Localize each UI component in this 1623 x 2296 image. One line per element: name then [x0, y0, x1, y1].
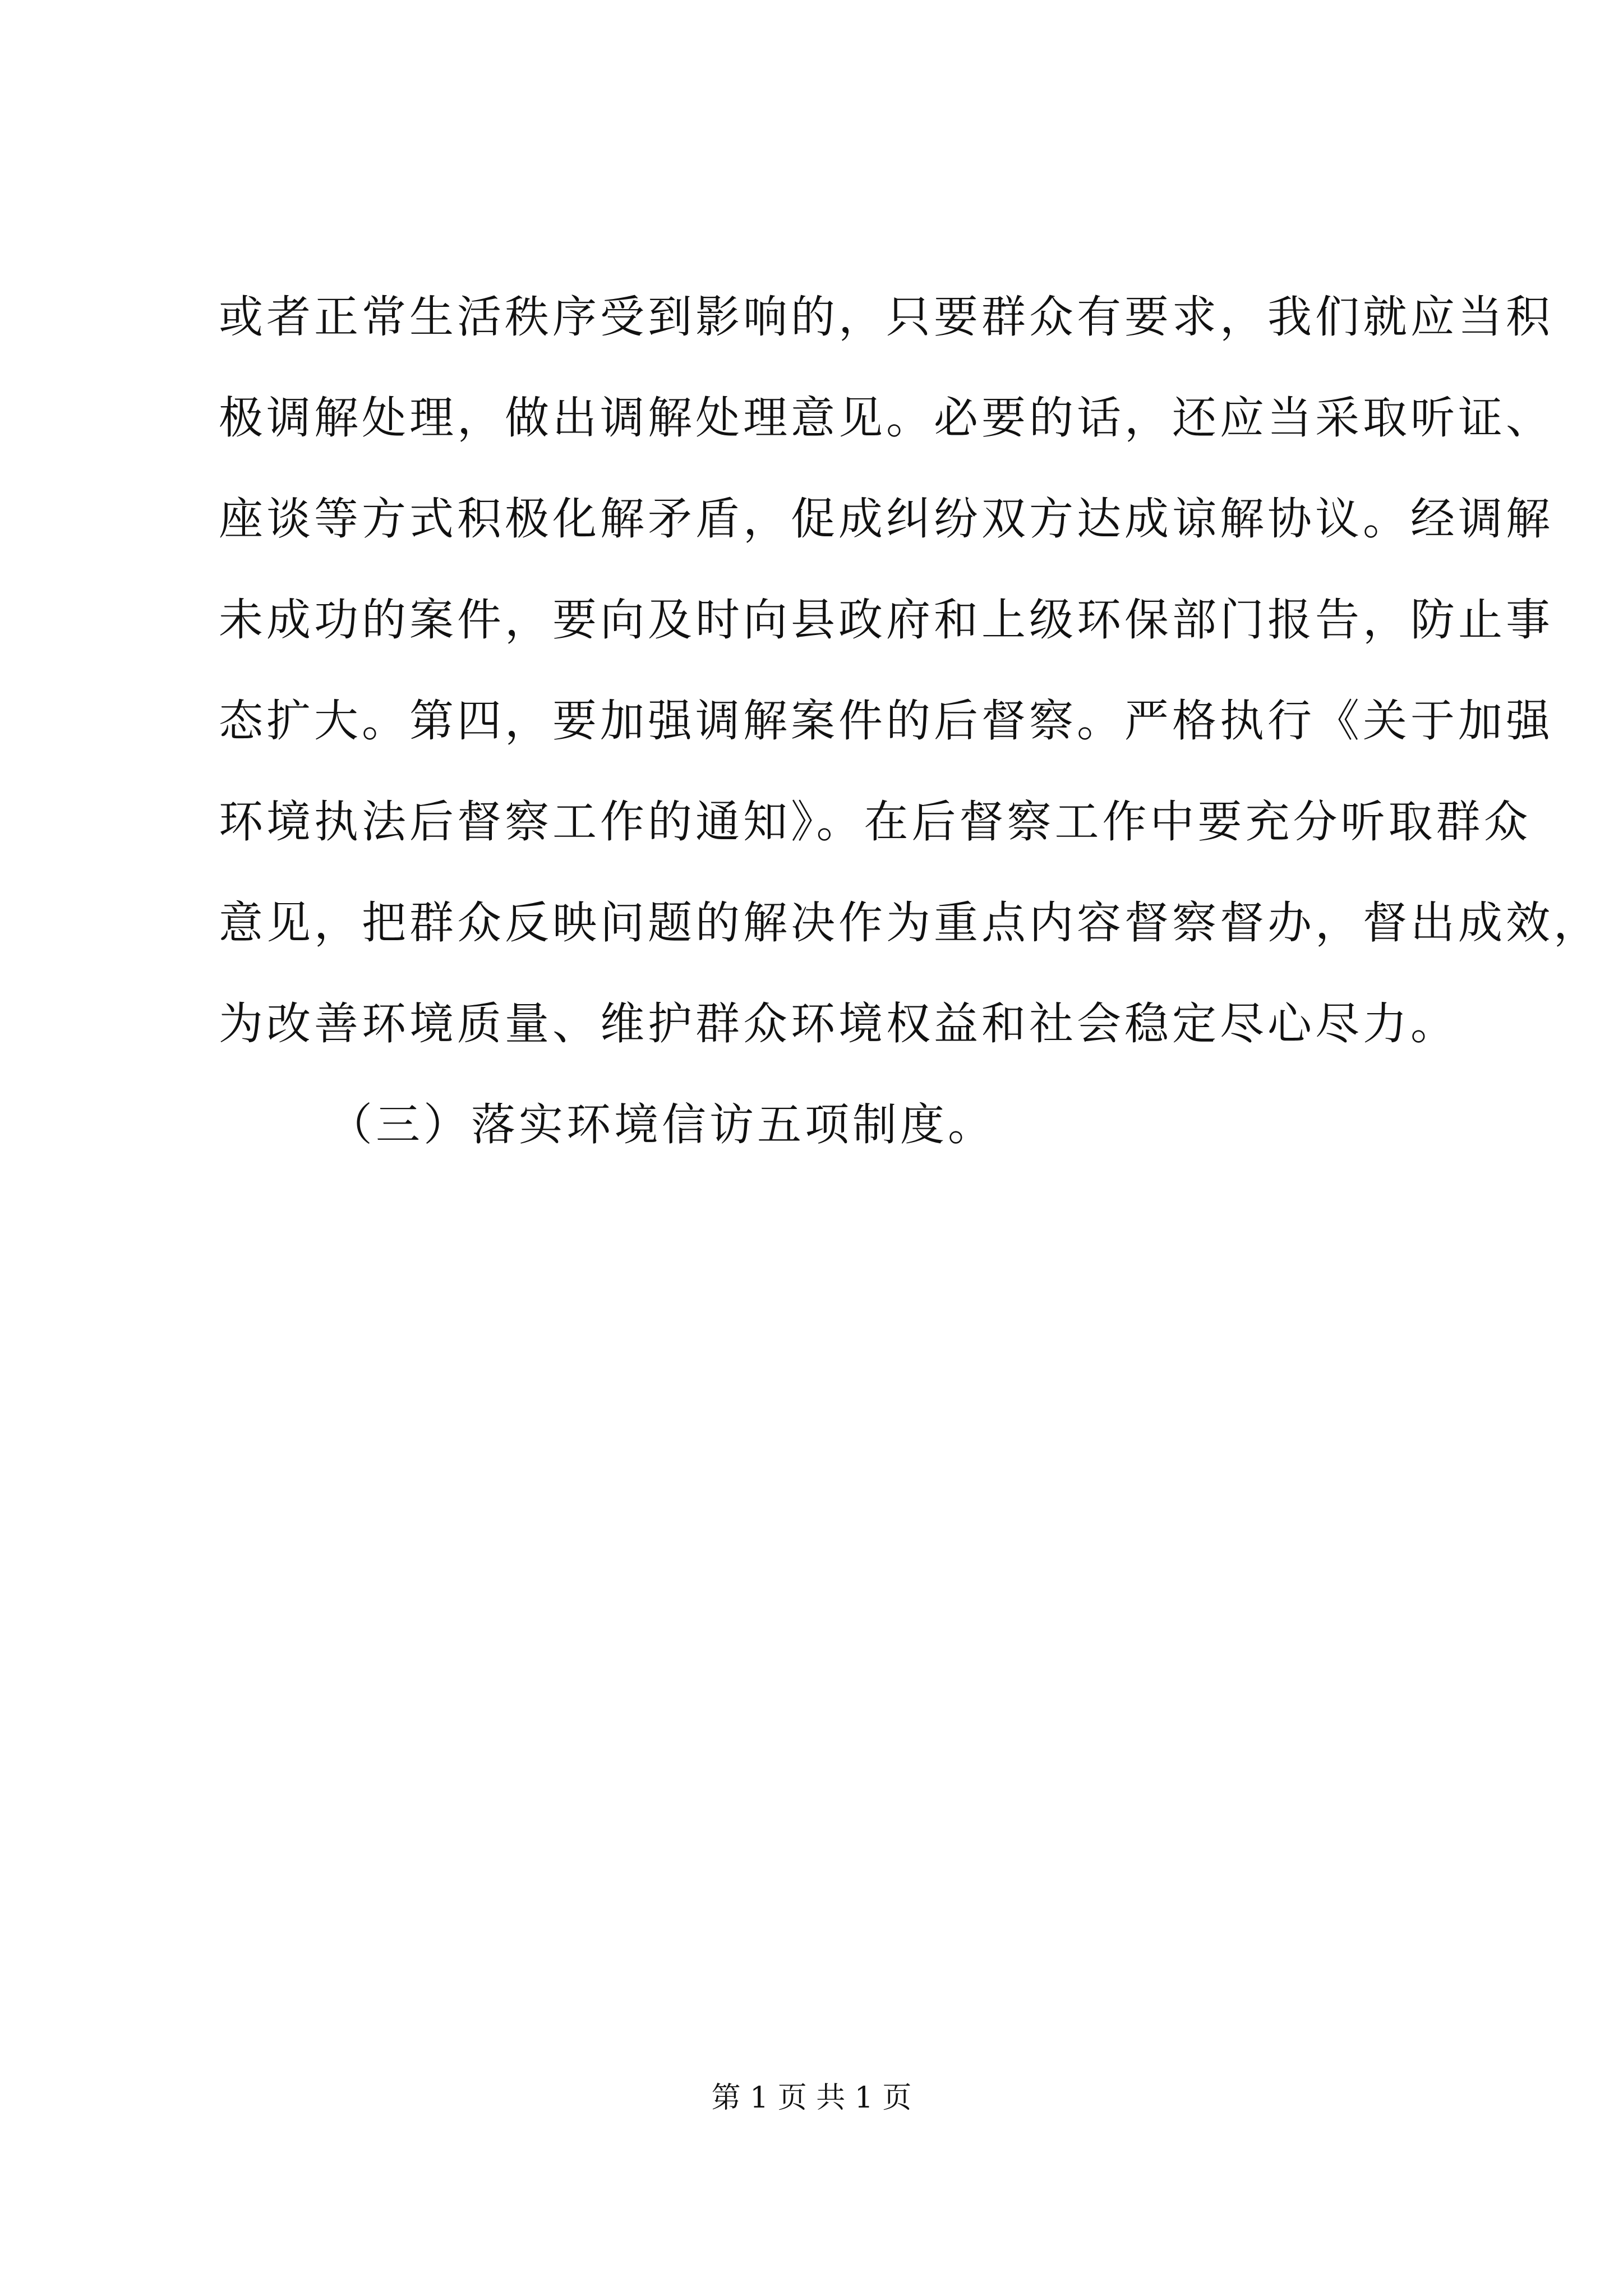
document-body — [219, 266, 1601, 1175]
paragraph-line-3: 座谈等方式积极化解矛盾，促成纠纷双方达成谅解协议。经调解 — [219, 493, 1553, 545]
paragraph-line-5: 态扩大。第四，要加强调解案件的后督察。严格执行《关于加强 — [219, 695, 1553, 747]
paragraph-line-2: 极调解处理，做出调解处理意见。必要的话，还应当采取听证、 — [219, 392, 1553, 444]
section-heading: （三）落实环境信访五项制度。 — [328, 1099, 995, 1151]
paragraph-line-4: 未成功的案件，要向及时向县政府和上级环保部门报告，防止事 — [219, 594, 1553, 646]
paragraph-line-1: 或者正常生活秩序受到影响的，只要群众有要求，我们就应当积 — [219, 291, 1553, 343]
paragraph-line-8: 为改善环境质量、维护群众环境权益和社会稳定尽心尽力。 — [219, 998, 1458, 1050]
paragraph-line-6: 环境执法后督察工作的通知》。在后督察工作中要充分听取群众 — [219, 796, 1532, 848]
page-number-label: 第 1 页 共 1 页 — [711, 2081, 912, 2115]
page-footer — [0, 2076, 1623, 2120]
paragraph-line-7: 意见，把群众反映问题的解决作为重点内容督察督办，督出成效， — [219, 897, 1601, 949]
